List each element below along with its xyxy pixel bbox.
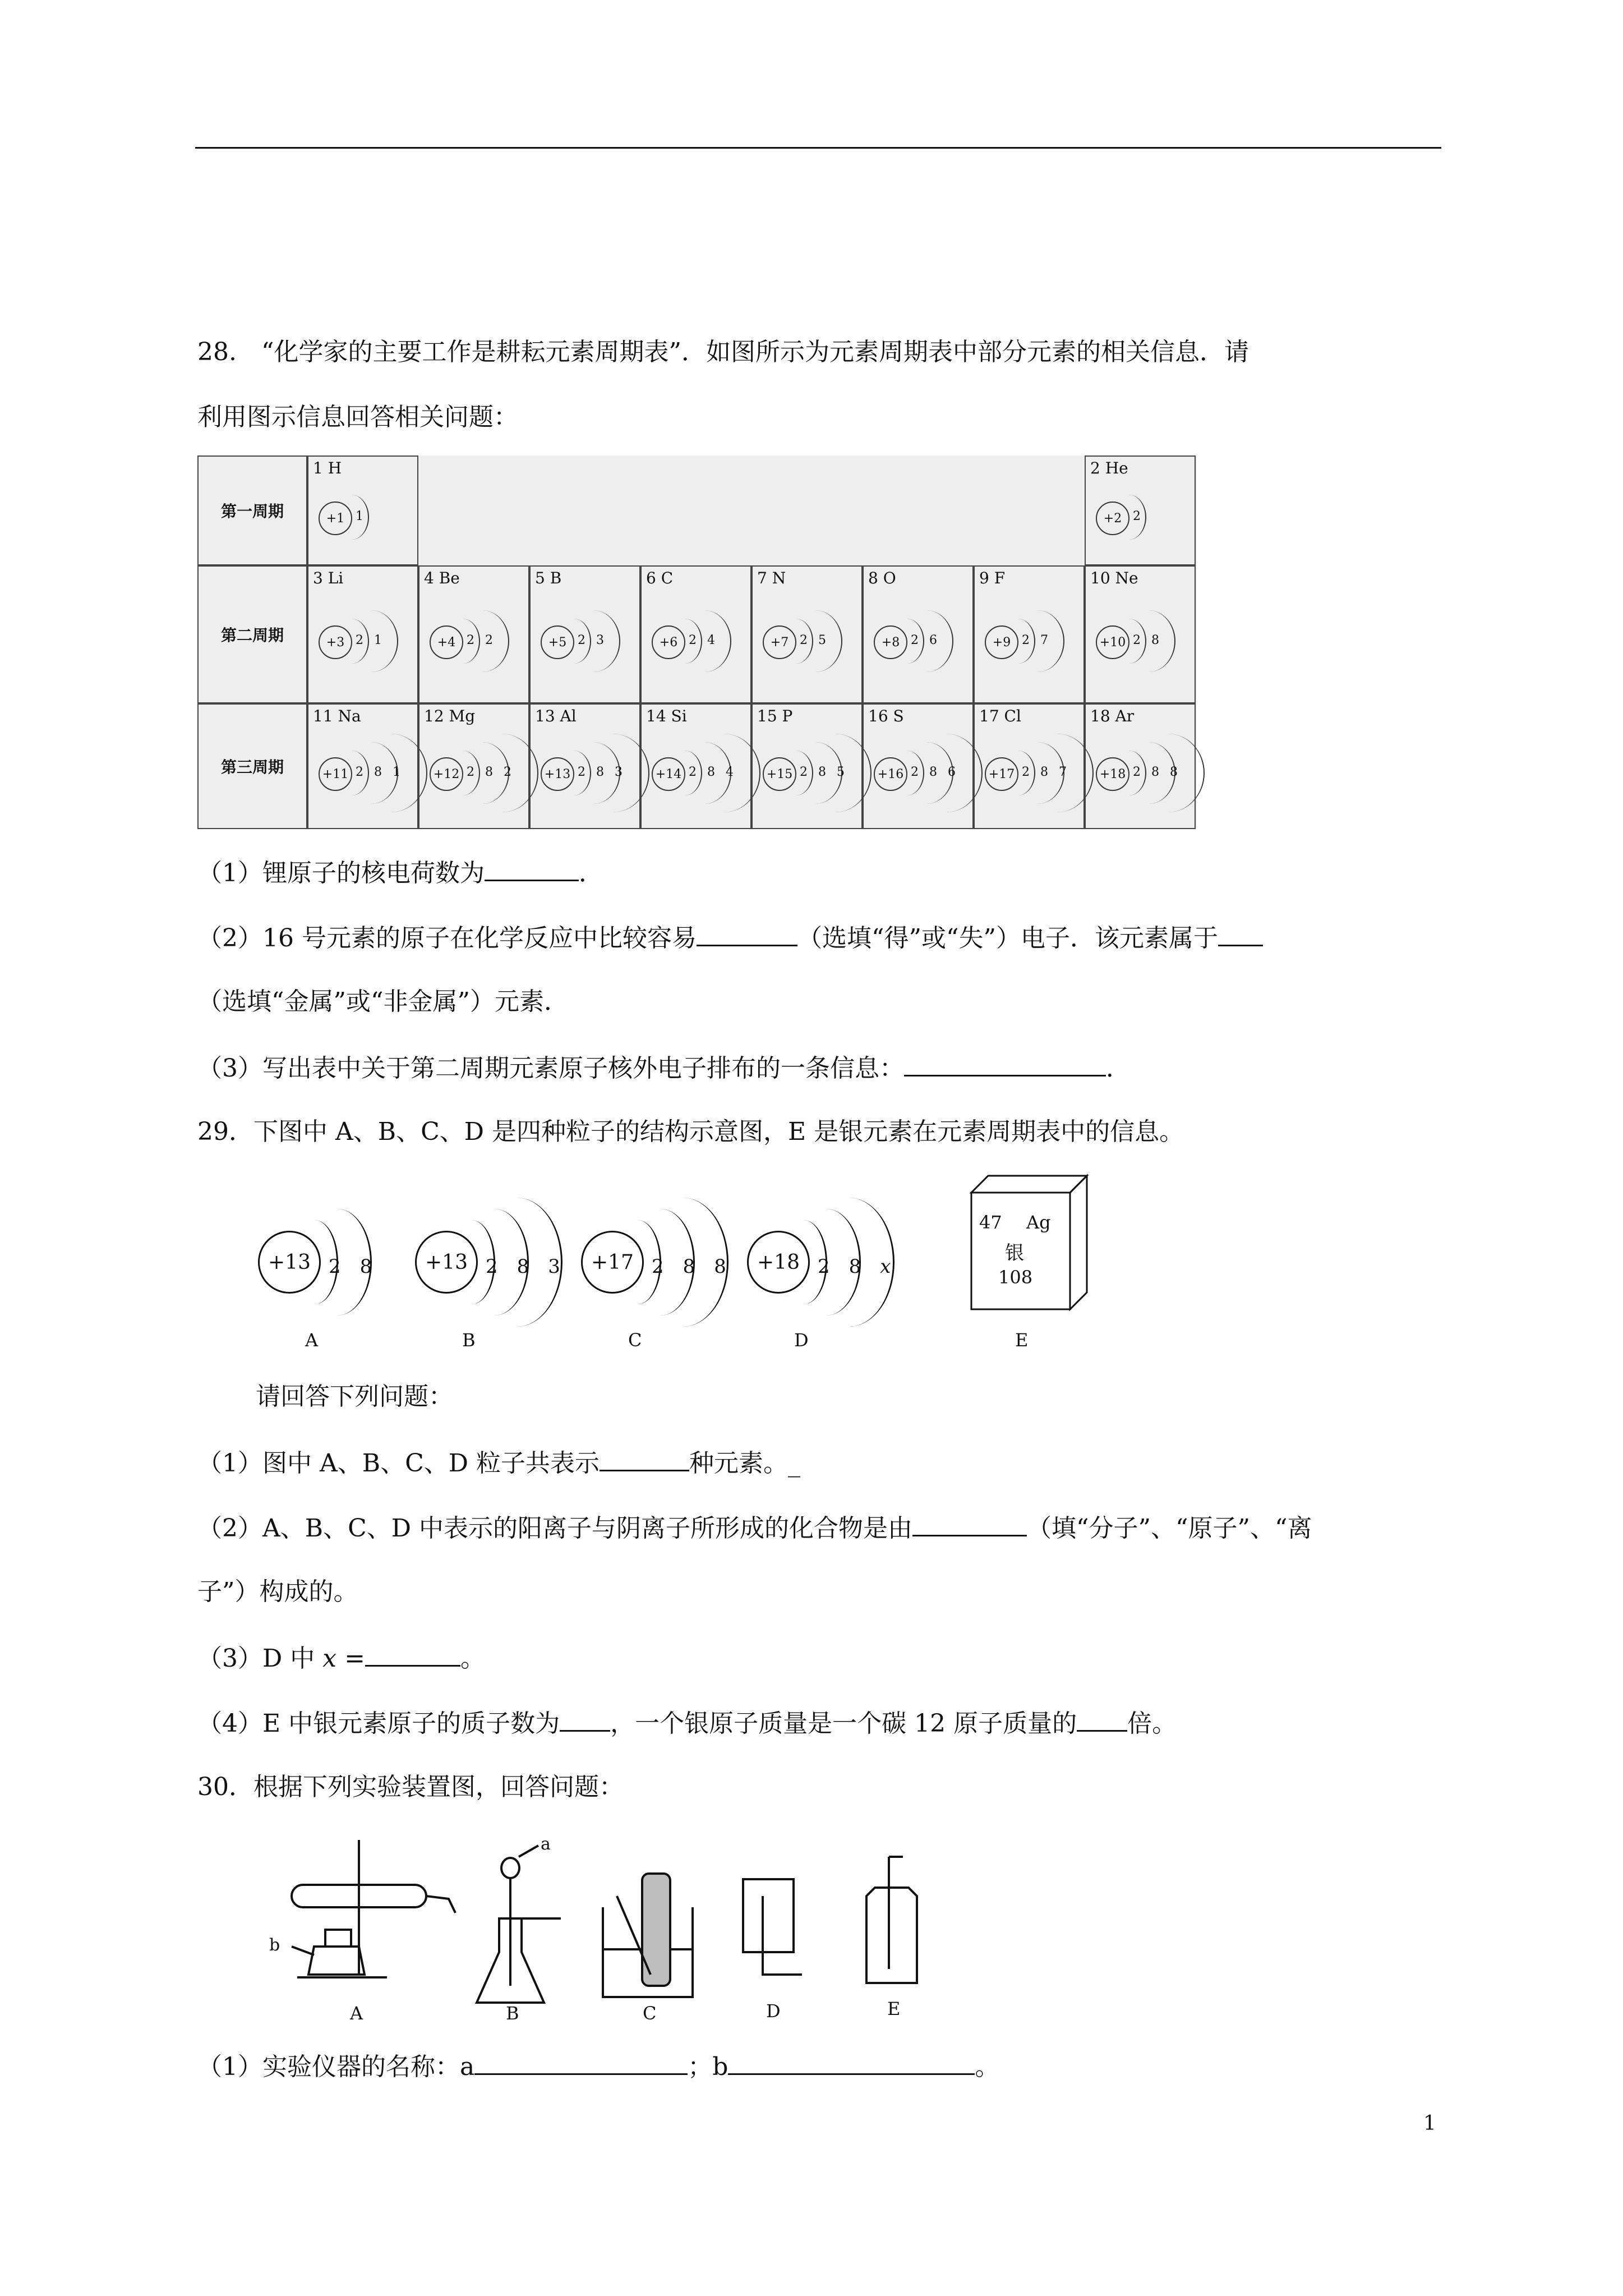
element-cell [863,565,974,703]
shell-electrons: 2 1 [356,633,385,647]
q29-stem: 29．下图中 A、B、C、D 是四种粒子的结构示意图，E 是银元素在元素周期表中的信息。 [197,1117,1184,1146]
nucleus: +2 [1096,501,1129,535]
element-cell [307,565,418,703]
apparatus-caption-b: B [506,2003,519,2024]
period-label: 第二周期 [197,565,307,703]
header-rule [195,147,1441,149]
element-label: 1 H [313,459,342,477]
particle-diagram [747,1206,893,1329]
shell-electrons: 2 8 5 [800,765,848,779]
silver-atomic-number: 47 [979,1212,1002,1233]
element-cell [1085,455,1196,565]
apparatus-caption-a: A [350,2003,363,2024]
element-cell [529,565,640,703]
nucleus: +9 [985,625,1018,659]
nucleus: +5 [541,625,574,659]
answer-blank[interactable] [560,1705,610,1732]
element-label: 3 Li [313,569,344,587]
particle-diagram [258,1206,404,1329]
apparatus-caption-d: D [766,2000,781,2022]
page-number: 1 [1423,2112,1436,2135]
particle-caption: D [794,1329,809,1351]
element-cell [640,703,751,829]
element-cell [863,703,974,829]
answer-blank[interactable] [365,1640,460,1667]
answer-blank[interactable] [904,1050,1106,1076]
element-cell [529,703,640,829]
q29-sub3: （3）D 中 x = 。 [197,1640,485,1676]
element-label: 8 O [868,569,896,587]
particle-shell-electrons: 2 8 x [818,1255,891,1278]
nucleus: +14 [652,757,685,791]
period-label: 第三周期 [197,703,307,829]
apparatus-label-a: a [541,1834,551,1854]
answer-blank[interactable] [474,2049,688,2075]
nucleus: +10 [1096,625,1129,659]
q30-sub1: （1）实验仪器的名称：a ；b 。 [197,2049,999,2084]
nucleus: +17 [985,757,1018,791]
shell-electrons: 2 4 [689,633,718,647]
nucleus: +18 [1096,757,1129,791]
shell-electrons: 2 8 2 [467,765,515,779]
particle-diagram [581,1206,727,1329]
shell-electrons: 2 [1133,509,1144,523]
element-label: 14 Si [646,707,687,725]
q29-sub2-cont: 子”）构成的。 [197,1577,358,1606]
q28-sub3: （3）写出表中关于第二周期元素原子核外电子排布的一条信息： ． [197,1050,1131,1085]
element-cell [307,703,418,829]
shell-electrons: 2 8 6 [911,765,959,779]
q28-sub1: （1）锂原子的核电荷数为 ． [197,855,603,890]
q29-sub4: （4）E 中银元素原子的质子数为 ，一个银原子质量是一个碳 12 原子质量的 倍。 [197,1705,1177,1741]
nucleus: +7 [763,625,796,659]
particle-caption: C [628,1329,642,1351]
period-label: 第一周期 [197,455,307,565]
element-label: 16 S [868,707,904,725]
element-label: 6 C [646,569,674,587]
nucleus: +8 [874,625,907,659]
shell-electrons: 2 5 [800,633,829,647]
nucleus: +16 [874,757,907,791]
particle-shell-electrons: 2 8 8 [652,1255,726,1278]
lab-apparatus-figure [258,1834,998,2031]
element-cell [751,703,863,829]
particle-diagram [415,1206,561,1329]
shell-electrons: 2 6 [911,633,940,647]
element-cell [751,565,863,703]
element-label: 5 B [535,569,562,587]
periodic-table-figure [197,455,1197,829]
particle-caption: B [462,1329,476,1351]
element-cell [640,565,751,703]
shell-electrons: 1 [356,509,367,523]
nucleus: +1 [319,501,352,535]
q30-stem: 30．根据下列实验装置图，回答问题： [197,1773,624,1801]
nucleus: +3 [319,625,352,659]
answer-blank[interactable] [485,855,579,881]
q28-sub2: （2）16 号元素的原子在化学反应中比较容易 （选填“得”或“失”）电子．该元素属于 [197,920,1263,955]
particle-nucleus: +18 [747,1231,810,1294]
answer-blank[interactable] [600,1445,689,1471]
element-cell [418,703,529,829]
element-cell [974,703,1085,829]
shell-electrons: 2 7 [1022,633,1052,647]
element-label: 10 Ne [1090,569,1138,587]
shell-electrons: 2 8 [1133,633,1163,647]
q29-sub1: （1）图中 A、B、C、D 粒子共表示 种元素。_ [197,1445,800,1480]
caption-e: E [1015,1329,1029,1351]
nucleus: +4 [430,625,463,659]
element-cell [418,565,529,703]
particle-nucleus: +13 [415,1231,478,1294]
nucleus: +12 [430,757,463,791]
particle-shell-electrons: 2 8 [329,1255,372,1278]
element-label: 7 N [757,569,786,587]
q29-sub2: （2）A、B、C、D 中表示的阳离子与阴离子所形成的化合物是由 （填“分子”、“原子”、“离 [197,1510,1312,1545]
q28-stem: 28. “化学家的主要工作是耕耘元素周期表”．如图所示为元素周期表中部分元素的相关信息．请 [197,338,1249,366]
answer-blank[interactable] [697,920,797,946]
element-label: 12 Mg [424,707,476,725]
shell-electrons: 2 3 [578,633,607,647]
shell-electrons: 2 8 4 [689,765,737,779]
element-label: 4 Be [424,569,460,587]
particle-nucleus: +17 [581,1231,644,1294]
element-label: 2 He [1090,459,1128,477]
nucleus: +15 [763,757,796,791]
q28-stem-cont: 利用图示信息回答相关问题： [197,403,518,431]
answer-blank[interactable] [912,1510,1027,1536]
element-cell [974,565,1085,703]
element-label: 13 Al [535,707,577,725]
nucleus: +11 [319,757,352,791]
answer-blank[interactable] [1218,920,1263,946]
answer-blank[interactable] [1077,1705,1127,1732]
element-label: 18 Ar [1090,707,1135,725]
element-cell [307,455,418,565]
particle-shell-electrons: 2 8 3 [486,1255,560,1278]
apparatus-caption-c: C [643,2003,657,2024]
silver-symbol: Ag [1026,1212,1051,1233]
element-label: 17 Cl [979,707,1021,725]
element-label: 11 Na [313,707,361,725]
shell-electrons: 2 8 7 [1022,765,1070,779]
shell-electrons: 2 8 8 [1133,765,1181,779]
silver-element-card [968,1172,1090,1313]
silver-name: 银 [1005,1242,1024,1264]
element-label: 15 P [757,707,793,725]
apparatus-caption-e: E [887,1998,901,2019]
apparatus-label-b: b [269,1935,280,1955]
silver-atomic-mass: 108 [998,1267,1033,1288]
shell-electrons: 2 8 3 [578,765,626,779]
nucleus: +6 [652,625,685,659]
q29-intro: 请回答下列问题： [256,1382,453,1411]
answer-blank[interactable] [728,2049,975,2075]
nucleus: +13 [541,757,574,791]
element-label: 9 F [979,569,1006,587]
shell-electrons: 2 2 [467,633,496,647]
element-cell [1085,703,1196,829]
element-cell [1085,565,1196,703]
particle-caption: A [305,1329,319,1351]
particle-nucleus: +13 [258,1231,321,1294]
shell-electrons: 2 8 1 [356,765,404,779]
q28-sub2-cont: （选填“金属”或“非金属”）元素． [197,987,569,1016]
